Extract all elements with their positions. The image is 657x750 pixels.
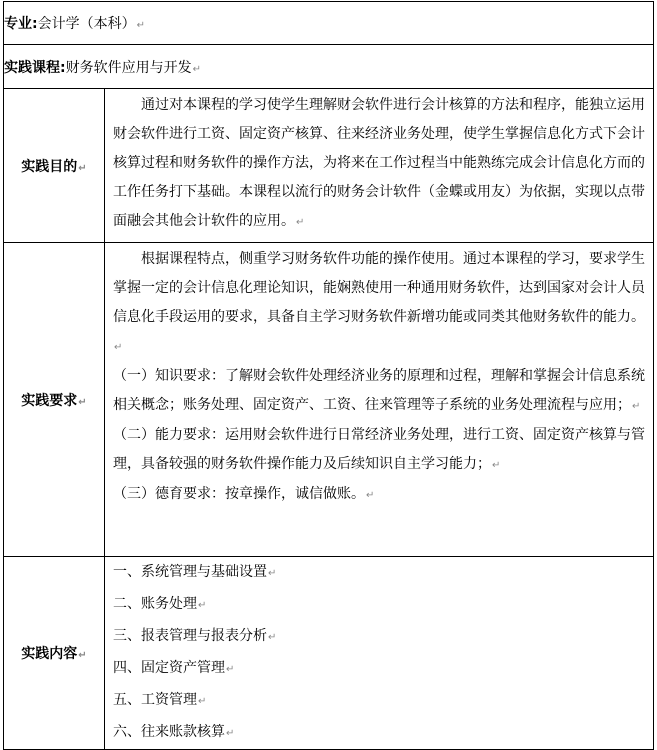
- requirements-moral: [113, 480, 645, 510]
- paragraph-mark: ↵: [78, 396, 87, 408]
- list-item: [113, 589, 645, 621]
- content-label: 实践内容: [21, 646, 78, 662]
- paragraph-mark: ↵: [198, 600, 207, 611]
- content-item-1: 一、系统管理与基础设置: [113, 564, 267, 580]
- list-item: [113, 685, 645, 717]
- requirements-knowledge: [113, 362, 645, 421]
- content-list-cell: [105, 557, 654, 750]
- paragraph-mark: ↵: [226, 728, 235, 739]
- paragraph-mark: ↵: [192, 63, 201, 75]
- paragraph-mark: ↵: [114, 342, 123, 353]
- purpose-text: 通过对本课程的学习使学生理解财会软件进行会计核算的方法和程序，能独立运用财会软件进行工资、固定资产核算、往来经济业务处理，使学生掌握信息化方式下会计核算过程和财务软件的操作方法，为将来在工作过程当中能熟练完成会计信息化方而的工作任务打下基础。本课程以流行的财务会计软件（金蝶或用友）为依据，实现以点带面融会其他会计软件的应用。: [113, 97, 645, 229]
- course-label: 实践课程:: [4, 59, 66, 76]
- major-row: [4, 2, 654, 45]
- list-item: [113, 717, 645, 749]
- requirements-row: [4, 243, 654, 557]
- paragraph-mark: ↵: [268, 568, 277, 579]
- list-item: [113, 621, 645, 653]
- major-cell: [4, 2, 654, 45]
- content-item-6: 六、往来账款核算: [113, 724, 225, 740]
- content-item-3: 三、报表管理与报表分析: [113, 628, 267, 644]
- list-item: [113, 653, 645, 685]
- requirements-ability: [113, 421, 645, 480]
- requirements-label-cell: [4, 243, 105, 557]
- requirements-ability-text: （二）能力要求：运用财会软件进行日常经济业务处理，进行工资、固定资产核算与管理，具备较强的财务软件操作能力及后续知识自主学习能力；: [113, 427, 645, 472]
- paragraph-mark: ↵: [226, 664, 235, 675]
- requirements-intro-text: 根据课程特点，侧重学习财务软件功能的操作使用。通过本课程的学习，要求学生掌握一定的会计信息化理论知识，能娴熟使用一种通用财务软件，达到国家对会计人员信息化手段运用的要求，具备自主学习财务软件新增功能或同类其他财务软件的能力。: [113, 251, 645, 325]
- purpose-paragraph: [113, 91, 645, 237]
- paragraph-mark: ↵: [632, 401, 641, 412]
- purpose-label-cell: [4, 89, 105, 243]
- paragraph-mark: ↵: [492, 460, 501, 471]
- content-item-4: 四、固定资产管理: [113, 660, 225, 676]
- purpose-content-cell: [105, 89, 654, 243]
- requirements-knowledge-text: （一）知识要求：了解财会软件处理经济业务的原理和过程，理解和掌握会计信息系统相关概念；账务处理、固定资产、工资、往来管理等子系统的业务处理流程与应用；: [113, 368, 645, 413]
- major-value: 会计学（本科）: [37, 16, 136, 32]
- paragraph-mark: ↵: [198, 696, 207, 707]
- course-row: [4, 45, 654, 89]
- syllabus-table: [3, 1, 654, 750]
- requirements-intro: [113, 245, 645, 362]
- requirements-moral-text: （三）德育要求：按章操作，诚信做账。: [113, 486, 365, 502]
- course-cell: [4, 45, 654, 89]
- course-value: 财务软件应用与开发: [65, 59, 192, 76]
- list-item: [113, 557, 645, 589]
- requirements-content-cell: [105, 243, 654, 557]
- content-label-cell: [4, 557, 105, 750]
- content-row: [4, 557, 654, 750]
- paragraph-mark: ↵: [78, 162, 87, 174]
- purpose-label: 实践目的: [21, 158, 78, 175]
- paragraph-mark: ↵: [78, 650, 87, 661]
- content-item-5: 五、工资管理: [113, 692, 197, 708]
- purpose-row: [4, 89, 654, 243]
- content-item-2: 二、账务处理: [113, 596, 197, 612]
- paragraph-mark: ↵: [296, 217, 305, 228]
- major-label: 专业:: [4, 16, 38, 32]
- paragraph-mark: ↵: [366, 490, 375, 501]
- paragraph-mark: ↵: [268, 632, 277, 643]
- paragraph-mark: ↵: [136, 20, 145, 31]
- requirements-label: 实践要求: [21, 392, 78, 409]
